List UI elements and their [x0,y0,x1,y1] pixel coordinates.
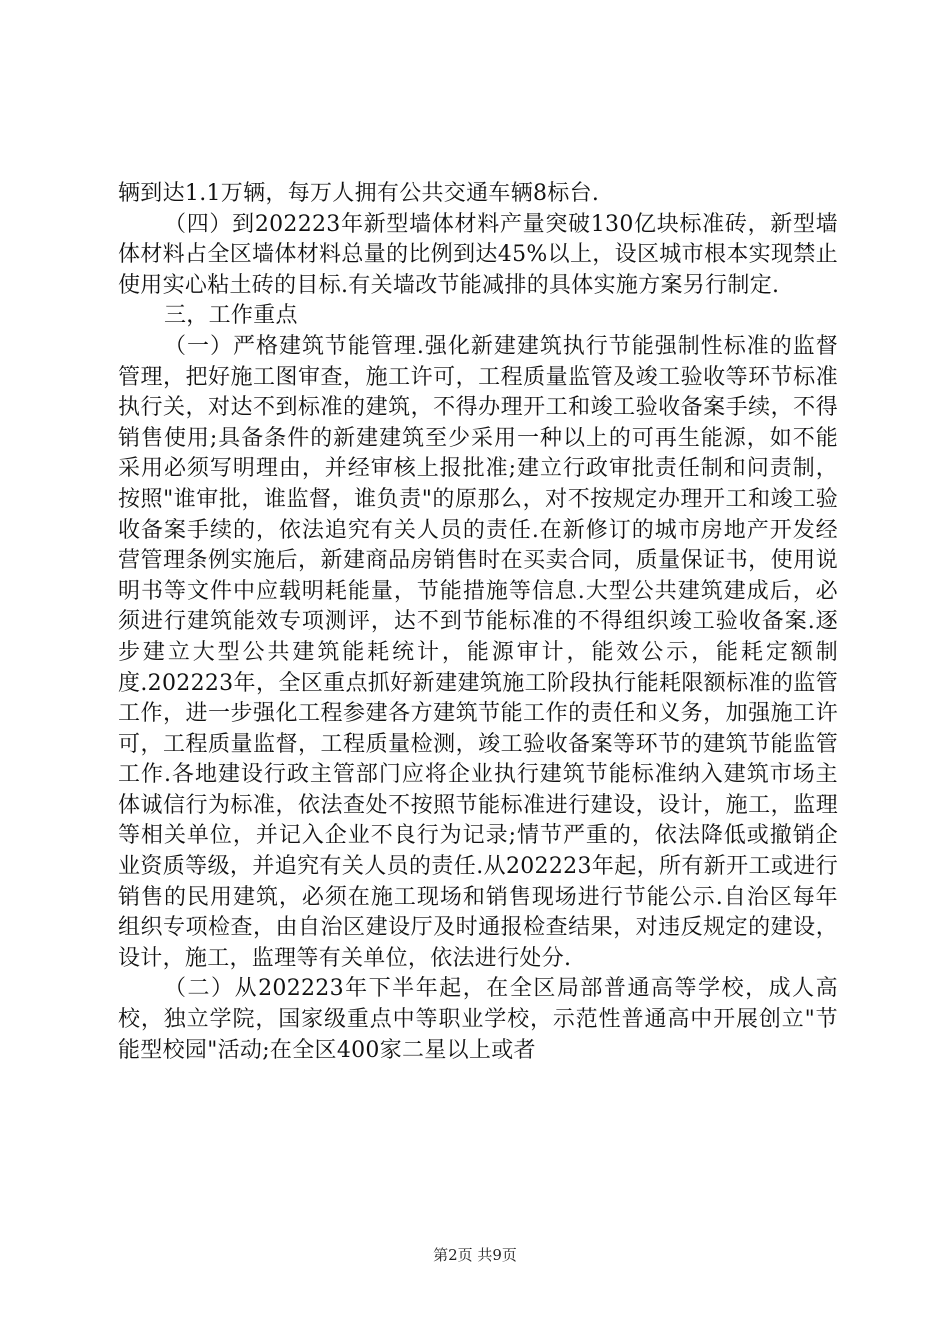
paragraph-3: （一）严格建筑节能管理.强化新建建筑执行节能强制性标准的监督管理，把好施工图审查，施工许可，工程质量监管及竣工验收等环节标准执行关，对达不到标准的建筑，不得办理开工和竣工验收备案手续，不得销售使用;具备条件的新建建筑至少采用一种以上的可再生能源，如不能采用必须写明理由，并经审核上报批准;建立行政审批责任制和问责制，按照"谁审批，谁监督，谁负责"的原那么，对不按规定办理开工和竣工验收备案手续的，依法追究有关人员的责任.在新修订的城市房地产开发经营管理条例实施后，新建商品房销售时在买卖合同，质量保证书，使用说明书等文件中应载明耗能量，节能措施等信息.大型公共建筑建成后，必须进行建筑能效专项测评，达不到节能标准的不得组织竣工验收备案.逐步建立大型公共建筑能耗统计，能源审计，能效公示，能耗定额制度.202223年，全区重点抓好新建建筑施工阶段执行能耗限额标准的监管工作，进一步强化工程参建各方建筑节能工作的责任和义务，加强施工许可，工程质量监督，工程质量检测，竣工验收备案等环节的建筑节能监管工作.各地建设行政主管部门应将企业执行建筑节能标准纳入建筑市场主体诚信行为标准，依法查处不按照节能标准进行建设，设计，施工，监理等相关单位，并记入企业不良行为记录;情节严重的，依法降低或撤销企业资质等级，并追究有关人员的责任.从202223年起，所有新开工或进行销售的民用建筑，必须在施工现场和销售现场进行节能公示.自治区每年组织专项检查，由自治区建设厅及时通报检查结果，对违反规定的建设，设计，施工，监理等有关单位，依法进行处分. [118,333,838,971]
page-number-footer: 第2页 共9页 [433,1246,517,1264]
paragraph-4: （二）从202223年下半年起，在全区局部普通高等学校，成人高校，独立学院，国家级重点中等职业学校，示范性普通高中开展创立"节能型校园"活动;在全区400家二星以上或者 [118,976,838,1063]
paragraph-2: （四）到202223年新型墙体材料产量突破130亿块标准砖，新型墙体材料占全区墙体材料总量的比例到达45%以上，设区城市根本实现禁止使用实心粘土砖的目标.有关墙改节能减排的具体实施方案另行制定. [118,211,838,298]
section-heading: 三，工作重点 [164,303,298,329]
document-body [118,179,838,1066]
paragraph-1: 辆到达1.1万辆，每万人拥有公共交通车辆8标台. [118,181,600,206]
